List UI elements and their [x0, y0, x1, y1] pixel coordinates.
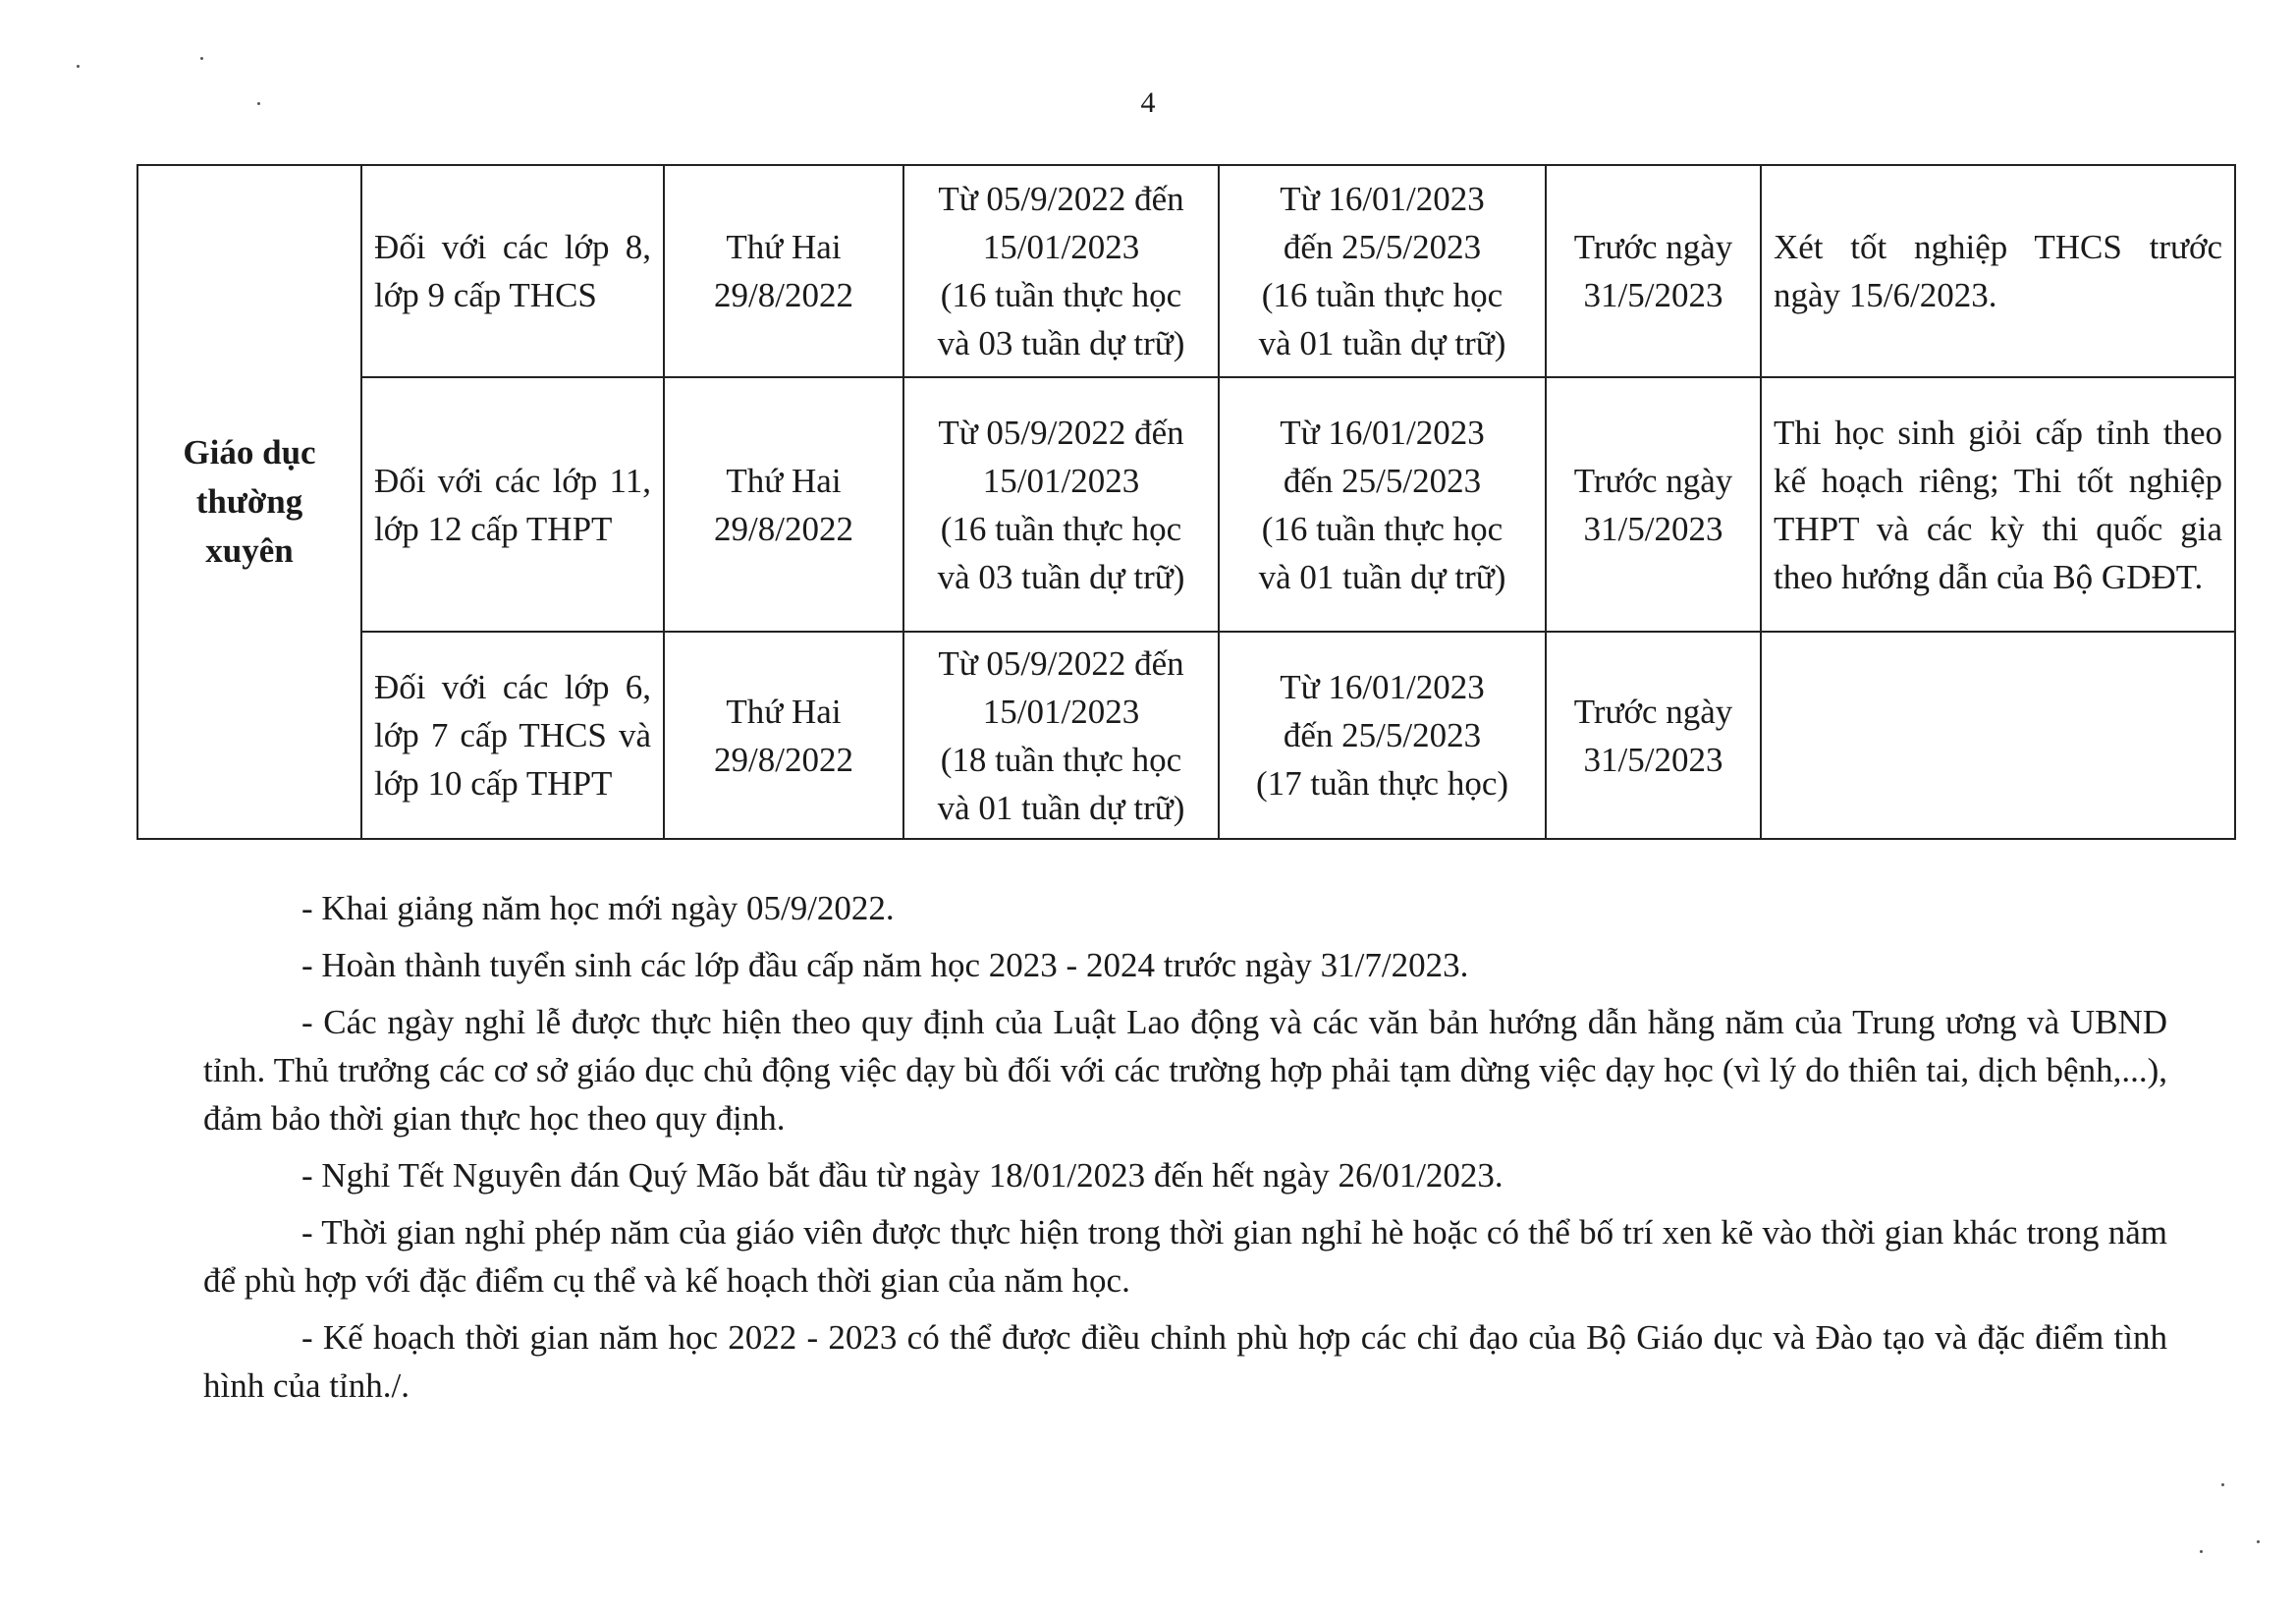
grade-cell: Đối với các lớp 8, lớp 9 cấp THCS: [361, 165, 664, 377]
education-type-line: xuyên: [205, 531, 294, 570]
term2-line: đến 25/5/2023: [1283, 228, 1482, 266]
grade-cell: Đối với các lớp 6, lớp 7 cấp THCS và lớp 10 cấp THPT: [361, 632, 664, 839]
scan-speck: [2257, 1540, 2260, 1543]
paragraph-opening-day: - Khai giảng năm học mới ngày 05/9/2022.: [301, 889, 895, 927]
term1-line: (16 tuần thực học: [940, 509, 1182, 548]
paragraph-plan-adjustment: - Kế hoạch thời gian năm học 2022 - 2023 có thể được điều chỉnh phù hợp các chỉ đạo của Bộ Giáo dục và Đào tạo và đặc điểm tình hình của tỉnh./.: [203, 1318, 2167, 1405]
term1-line: Từ 05/9/2022 đến: [938, 643, 1184, 683]
term2-line: (16 tuần thực học: [1261, 276, 1503, 314]
start-day: Thứ Hai: [726, 461, 842, 500]
school-year-schedule-table: [137, 164, 2236, 840]
paragraph-teacher-leave: - Thời gian nghỉ phép năm của giáo viên được thực hiện trong thời gian nghỉ hè hoặc có thể bố trí xen kẽ vào thời gian khác trong năm để phù hợp với đặc điểm cụ thể và kế hoạch thời gian của năm học.: [203, 1213, 2167, 1300]
end-date-cell: [1546, 377, 1761, 632]
scan-speck: [2221, 1483, 2224, 1486]
term1-line: và 01 tuần dự trữ): [937, 788, 1185, 827]
term1-cell: [903, 632, 1219, 839]
table-row: [137, 377, 2235, 632]
start-date: 29/8/2022: [714, 276, 853, 314]
note-cell: Thi học sinh giỏi cấp tỉnh theo kế hoạch riêng; Thi tốt nghiệp THPT và các kỳ thi quốc gia theo hướng dẫn của Bộ GDĐT.: [1761, 377, 2235, 632]
scan-speck: [2200, 1550, 2203, 1553]
term2-cell: [1219, 377, 1546, 632]
end-label: Trước ngày: [1573, 228, 1733, 266]
term2-line: và 01 tuần dự trữ): [1258, 324, 1506, 362]
term1-line: và 03 tuần dự trữ): [937, 557, 1185, 596]
paragraph-lunar-new-year: - Nghỉ Tết Nguyên đán Quý Mão bắt đầu từ ngày 18/01/2023 đến hết ngày 26/01/2023.: [301, 1156, 1503, 1195]
start-date-cell: [664, 632, 903, 839]
note-cell: [1761, 632, 2235, 839]
start-date-cell: [664, 165, 903, 377]
term1-line: 15/01/2023: [982, 692, 1140, 731]
term2-line: (17 tuần thực học): [1255, 764, 1509, 803]
note-cell: Xét tốt nghiệp THCS trước ngày 15/6/2023.: [1761, 165, 2235, 377]
term2-line: Từ 16/01/2023: [1280, 413, 1485, 452]
end-date-cell: [1546, 165, 1761, 377]
scan-speck: [77, 65, 80, 68]
start-day: Thứ Hai: [726, 228, 842, 266]
term1-line: và 03 tuần dự trữ): [937, 324, 1185, 362]
end-date: 31/5/2023: [1583, 276, 1723, 314]
term1-line: (18 tuần thực học: [940, 740, 1182, 779]
end-date-cell: [1546, 632, 1761, 839]
term1-line: Từ 05/9/2022 đến: [938, 180, 1184, 218]
start-date: 29/8/2022: [714, 509, 853, 548]
term1-line: (16 tuần thực học: [940, 276, 1182, 314]
term2-line: (16 tuần thực học: [1261, 509, 1503, 548]
scan-speck: [200, 57, 203, 60]
end-label: Trước ngày: [1573, 461, 1733, 500]
scan-speck: [257, 102, 260, 105]
term2-cell: [1219, 165, 1546, 377]
start-date-cell: [664, 377, 903, 632]
start-date: 29/8/2022: [714, 740, 853, 779]
term1-line: 15/01/2023: [982, 228, 1140, 266]
term2-line: và 01 tuần dự trữ): [1258, 557, 1506, 596]
term2-line: đến 25/5/2023: [1283, 461, 1482, 500]
page-number: 4: [1140, 86, 1156, 119]
end-date: 31/5/2023: [1583, 509, 1723, 548]
term2-line: đến 25/5/2023: [1283, 716, 1482, 754]
grade-cell: Đối với các lớp 11, lớp 12 cấp THPT: [361, 377, 664, 632]
term1-cell: [903, 165, 1219, 377]
start-day: Thứ Hai: [726, 692, 842, 731]
term1-cell: [903, 377, 1219, 632]
end-label: Trước ngày: [1573, 692, 1733, 731]
education-type-line: thường: [195, 482, 303, 521]
paragraph-enrollment: - Hoàn thành tuyển sinh các lớp đầu cấp năm học 2023 - 2024 trước ngày 31/7/2023.: [301, 946, 1469, 984]
education-type-cell: [137, 165, 361, 839]
table-row: [137, 165, 2235, 377]
end-date: 31/5/2023: [1583, 740, 1723, 779]
term1-line: Từ 05/9/2022 đến: [938, 413, 1184, 452]
term2-line: Từ 16/01/2023: [1280, 180, 1485, 218]
notes-section: [203, 884, 2167, 1418]
education-type-line: Giáo dục: [183, 433, 316, 472]
term2-cell: [1219, 632, 1546, 839]
paragraph-holidays: - Các ngày nghỉ lễ được thực hiện theo quy định của Luật Lao động và các văn bản hướng dẫn hằng năm của Trung ương và UBND tỉnh. Thủ trưởng các cơ sở giáo dục chủ động việc dạy bù đối với các trường hợp phải tạm dừng việc dạy học (vì lý do thiên tai, dịch bệnh,...), đảm bảo thời gian thực học theo quy định.: [203, 1003, 2167, 1138]
term1-line: 15/01/2023: [982, 461, 1140, 500]
term2-line: Từ 16/01/2023: [1280, 668, 1485, 706]
table-row: [137, 632, 2235, 839]
